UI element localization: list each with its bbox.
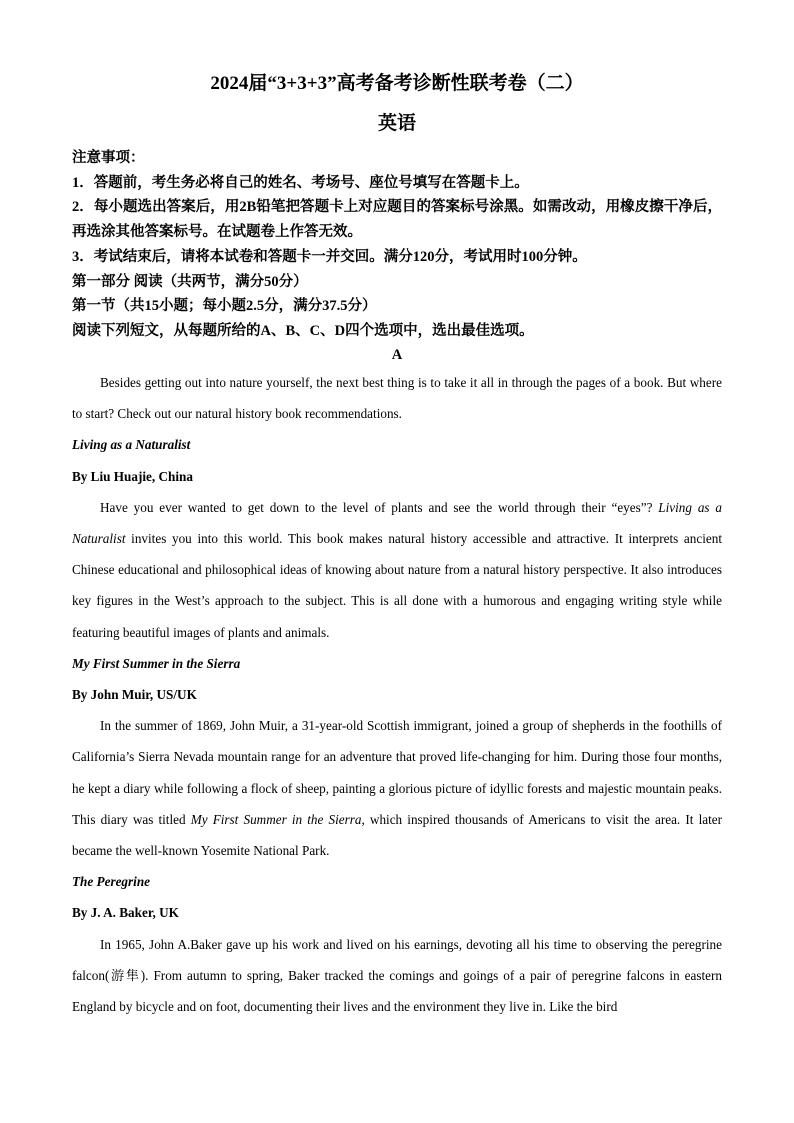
book-description-1 — [72, 492, 722, 648]
book-byline-1: By Liu Huajie, China — [72, 468, 193, 484]
passage-intro: Besides getting out into nature yourself, the next best thing is to take it all in through the pages of a book. But where to start? Check out our natural history book recommendations. — [72, 375, 722, 422]
book-inline-title-2: My First Summer in the Sierra — [190, 811, 362, 827]
book-text-2b: , which inspired thousands of Americans to visit the area. It later became the well-known Yosemite National Park. — [72, 811, 722, 859]
book-description-2 — [72, 710, 722, 866]
book-byline-3: By J. A. Baker, UK — [72, 905, 179, 921]
notes-item-1: 1．答题前，考生务必将自己的姓名、考场号、座位号填写在答题卡上。 — [72, 174, 529, 191]
section-heading: 第一节（共15小题；每小题2.5分，满分37.5分） — [72, 298, 377, 315]
subject-title: 英语 — [377, 113, 416, 134]
book-text-1a: Have you ever wanted to get down to the level of plants and see the world through their “eyes”? — [100, 499, 659, 515]
part-heading: 第一部分 阅读（共两节，满分50分） — [72, 273, 308, 290]
notes-item-2: 2．每小题选出答案后，用2B铅笔把答题卡上对应题目的答案标号涂黑。如需改动，用橡皮擦干净后，再选涂其他答案标号。在试题卷上作答无效。 — [72, 199, 722, 241]
book-inline-title-1: Living as a Naturalist — [72, 499, 722, 547]
instructions-block — [72, 146, 722, 344]
reading-passage — [72, 367, 722, 1022]
notes-item-3: 3．考试结束后，请将本试卷和答题卡一并交回。满分120分，考试用时100分钟。 — [72, 248, 587, 265]
book-byline-2: By John Muir, US/UK — [72, 687, 197, 703]
book-title-2: My First Summer in the Sierra — [72, 655, 241, 671]
notes-heading: 注意事项： — [72, 150, 145, 166]
book-title-1: Living as a Naturalist — [72, 437, 191, 453]
book-text-1b: invites you into this world. This book makes natural history accessible and attractive. It interprets ancient Chinese educational and philosophical ideas of knowing about nature from a natural history perspective. It also introduces key figures in the West’s approach to the subject. This is all done with a humorous and engaging writing style while featuring beautiful images of plants and animals. — [72, 531, 722, 640]
reading-instruction: 阅读下列短文，从每题所给的A、B、C、D四个选项中，选出最佳选项。 — [72, 322, 534, 339]
passage-letter: A — [391, 347, 403, 363]
book-text-2a: In the summer of 1869, John Muir, a 31-year-old Scottish immigrant, joined a group of shepherds in the foothills of California’s Sierra Nevada mountain range for an adventure that proved life-changing for him. During those four months, he kept a diary while following a flock of sheep, painting a glorious picture of idyllic forests and majestic mountain peaks. This diary was titled — [72, 718, 722, 827]
exam-title: 2024届“3+3+3”高考备考诊断性联考卷（二） — [210, 73, 584, 94]
book-title-3: The Peregrine — [72, 874, 151, 890]
book-description-3: In 1965, John A.Baker gave up his work and lived on his earnings, devoting all his time to observing the peregrine falcon(游隼). From autumn to spring, Baker tracked the comings and goings of a pair of peregrine falcons in eastern England by bicycle and on foot, documenting their lives and the environment they live in. Like the bird — [72, 936, 722, 1015]
